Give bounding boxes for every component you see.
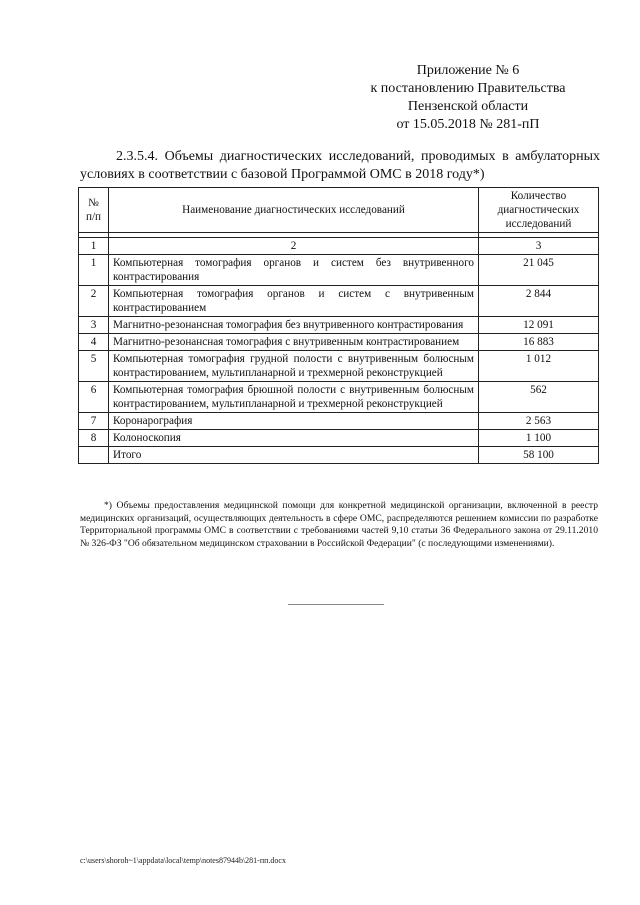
- appendix-line-decree: к постановлению Правительства: [370, 81, 566, 96]
- row-num: 8: [79, 430, 109, 447]
- row-name: Магнитно-резонансная томография без внутривенного контрастирования: [109, 317, 479, 334]
- row-value: 1 100: [479, 430, 599, 447]
- table-row: [79, 334, 599, 351]
- diagnostics-table: [78, 187, 599, 464]
- divider-line: [288, 604, 384, 605]
- row-name: Коронарография: [109, 413, 479, 430]
- total-num-cell: [79, 447, 109, 464]
- appendix-title: Приложение № 6: [416, 63, 520, 78]
- row-num: 1: [79, 255, 109, 286]
- table-row: [79, 430, 599, 447]
- header-name: Наименование диагностических исследований: [109, 188, 479, 233]
- row-num: 7: [79, 413, 109, 430]
- footnote: *) Объемы предоставления медицинской помощи для конкретной медицинской организации, включенной в реестр медицинских организаций, осуществляющих деятельность в сфере ОМС, распределяются решением комиссии по разработке Территориальной программы ОМС в соответствии с требованиями частей 9,10 статьи 36 Федерального закона от 29.11.2010 № 326-ФЗ "Об обязательном медицинском страховании в Российской Федерации" (с последующими изменениями).: [80, 500, 598, 549]
- total-label: Итого: [109, 447, 479, 464]
- appendix-line-region: Пензенской области: [407, 99, 529, 114]
- table-row: [79, 351, 599, 382]
- appendix-line-date: от 15.05.2018 № 281-пП: [396, 117, 540, 132]
- table-row: [79, 255, 599, 286]
- total-row: [79, 447, 599, 464]
- table-row: [79, 382, 599, 413]
- header-num: № п/п: [79, 188, 109, 233]
- row-num: 5: [79, 351, 109, 382]
- row-name: Компьютерная томография органов и систем с внутривенным контрастированием: [109, 286, 479, 317]
- column-number-row: [79, 238, 599, 255]
- row-name: Компьютерная томография грудной полости с внутривенным болюсным контрастированием, мультипланарной и трехмерной реконструкцией: [109, 351, 479, 382]
- row-num: 3: [79, 317, 109, 334]
- column-number-1: 1: [79, 238, 109, 255]
- row-num: 6: [79, 382, 109, 413]
- row-value: 12 091: [479, 317, 599, 334]
- row-value: 16 883: [479, 334, 599, 351]
- file-path: c:\users\shoroh~1\appdata\local\temp\notes87944b\281-пп.docx: [80, 856, 286, 865]
- row-value: 2 844: [479, 286, 599, 317]
- row-value: 1 012: [479, 351, 599, 382]
- row-value: 2 563: [479, 413, 599, 430]
- row-num: 4: [79, 334, 109, 351]
- row-name: Компьютерная томография брюшной полости с внутривенным болюсным контрастированием, мультипланарной и трехмерной реконструкцией: [109, 382, 479, 413]
- table-row: [79, 413, 599, 430]
- row-name: Компьютерная томография органов и систем без внутривенного контрастирования: [109, 255, 479, 286]
- appendix-block: [348, 62, 588, 134]
- total-value: 58 100: [479, 447, 599, 464]
- row-value: 562: [479, 382, 599, 413]
- header-count: Количество диагностических исследований: [479, 188, 599, 233]
- column-number-2: 2: [109, 238, 479, 255]
- table-body: [79, 233, 599, 464]
- row-num: 2: [79, 286, 109, 317]
- table-row: [79, 317, 599, 334]
- column-number-3: 3: [479, 238, 599, 255]
- table-header-row: [79, 188, 599, 233]
- section-heading: 2.3.5.4. Объемы диагностических исследований, проводимых в амбулаторных условиях в соответствии с базовой Программой ОМС в 2018 году*): [80, 149, 600, 182]
- table-row: [79, 286, 599, 317]
- row-name: Магнитно-резонансная томография с внутривенным контрастированием: [109, 334, 479, 351]
- row-name: Колоноскопия: [109, 430, 479, 447]
- row-value: 21 045: [479, 255, 599, 286]
